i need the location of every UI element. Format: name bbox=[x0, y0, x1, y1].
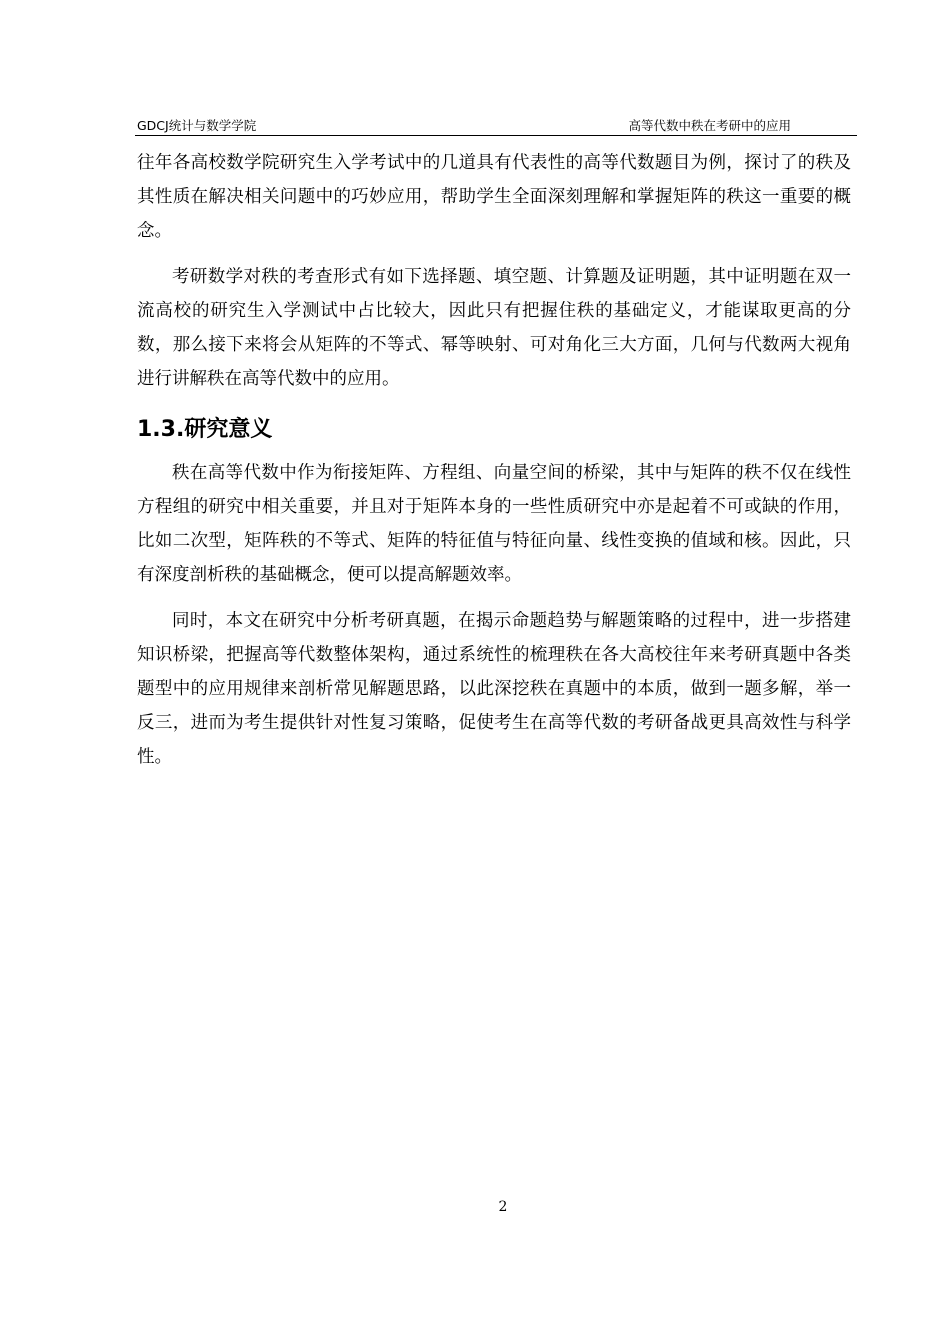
paragraph-research-approach: 同时，本文在研究中分析考研真题，在揭示命题趋势与解题策略的过程中，进一步搭建知识桥梁，把握高等代数整体架构，通过系统性的梳理秩在各大高校往年来考研真题中各类题型中的应用规律来剖析常见解题思路，以此深挖秩在真题中的本质，做到一题多解，举一反三，进而为考生提供针对性复习策略，促使考生在高等代数的考研备战更具高效性与科学性。 bbox=[137, 611, 851, 767]
section-heading: 1.3.研究意义 bbox=[137, 417, 273, 442]
body-content bbox=[137, 146, 851, 774]
paragraph-exam-forms: 考研数学对秩的考查形式有如下选择题、填空题、计算题及证明题，其中证明题在双一流高校的研究生入学测试中占比较大，因此只有把握住秩的基础定义，才能谋取更高的分数，那么接下来将会从矩阵的不等式、幂等映射、可对角化三大方面，几何与代数两大视角进行讲解秩在高等代数中的应用。 bbox=[137, 267, 851, 389]
page-header bbox=[135, 119, 857, 136]
paragraph-significance: 秩在高等代数中作为衔接矩阵、方程组、向量空间的桥梁，其中与矩阵的秩不仅在线性方程组的研究中相关重要，并且对于矩阵本身的一些性质研究中亦是起着不可或缺的作用，比如二次型，矩阵秩的不等式、矩阵的特征值与特征向量、线性变换的值域和核。因此，只有深度剖析秩的基础概念，便可以提高解题效率。 bbox=[137, 463, 851, 585]
page-number: 2 bbox=[498, 1199, 508, 1215]
paragraph-continued: 往年各高校数学院研究生入学考试中的几道具有代表性的高等代数题目为例，探讨了的秩及其性质在解决相关问题中的巧妙应用，帮助学生全面深刻理解和掌握矩阵的秩这一重要的概念。 bbox=[137, 153, 851, 241]
header-title: 高等代数中秩在考研中的应用 bbox=[628, 118, 791, 133]
header-institution: GDCJ统计与数学学院 bbox=[137, 118, 257, 133]
